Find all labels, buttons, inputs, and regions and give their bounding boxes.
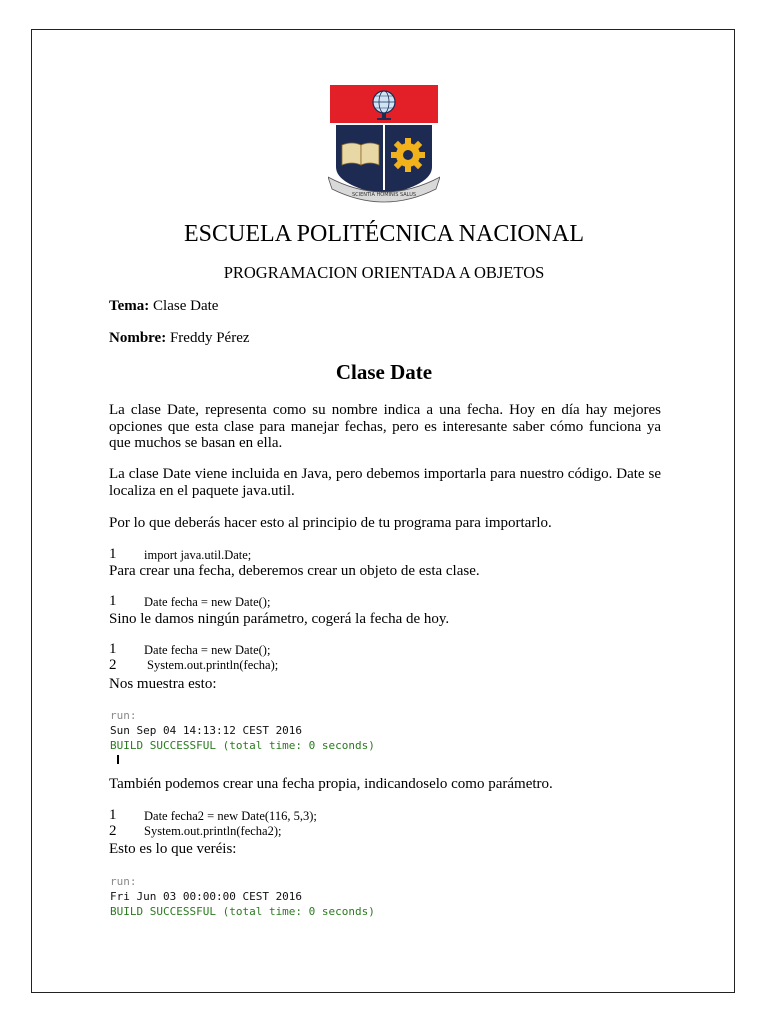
tema-line [109, 298, 218, 315]
paragraph: Sino le damos ningún parámetro, cogerá la fecha de hoy. [109, 611, 450, 627]
code-line: import java.util.Date; [144, 548, 252, 562]
paragraph: La clase Date viene incluida en Java, pero debemos importarla para nuestro código. Date se localiza en el paquete java.util. [109, 466, 661, 499]
institution-name: ESCUELA POLITÉCNICA NACIONAL [184, 221, 584, 247]
code-line: System.out.println(fecha); [147, 658, 279, 672]
code-line-number: 1 [109, 593, 117, 609]
nombre-value: Freddy Pérez [166, 330, 250, 346]
paragraph: Esto es lo que veréis: [109, 841, 237, 857]
code-line-number: 2 [109, 823, 117, 839]
nombre-label: Nombre: [109, 330, 167, 346]
console-run-line: run: [110, 709, 137, 722]
code-line: Date fecha = new Date(); [144, 595, 271, 609]
code-line: Date fecha2 = new Date(116, 5,3); [144, 809, 317, 823]
console-output [110, 874, 400, 919]
console-build-line: BUILD SUCCESSFUL (total time: 0 seconds) [110, 739, 375, 752]
document-title: Clase Date [335, 360, 433, 384]
console-output [110, 708, 400, 765]
code-line: System.out.println(fecha2); [144, 824, 282, 838]
logo-motto: SCIENTIA HOMINIS SALUS [351, 192, 417, 198]
paragraph: Para crear una fecha, deberemos crear un objeto de esta clase. [109, 563, 480, 579]
console-date-line: Sun Sep 04 14:13:12 CEST 2016 [110, 724, 303, 737]
tema-value: Clase Date [149, 298, 219, 314]
code-line-number: 1 [109, 807, 117, 823]
console-date-line: Fri Jun 03 00:00:00 CEST 2016 [110, 890, 303, 903]
console-build-line: BUILD SUCCESSFUL (total time: 0 seconds) [110, 905, 375, 918]
text-cursor [117, 755, 119, 764]
code-line: Date fecha = new Date(); [144, 643, 271, 657]
code-line-number: 1 [109, 641, 117, 657]
paragraph: Por lo que deberás hacer esto al principio de tu programa para importarlo. [109, 515, 552, 531]
course-name: PROGRAMACION ORIENTADA A OBJETOS [223, 263, 545, 282]
paragraph: La clase Date, representa como su nombre indica a una fecha. Hoy en día hay mejores opciones que esta clase para manejar fechas, pero es interesante saber cómo funciona ya que muchos se basan en ella. [109, 402, 661, 451]
paragraph: También podemos crear una fecha propia, indicandoselo como parámetro. [109, 776, 553, 792]
paragraph: Nos muestra esto: [109, 676, 217, 692]
code-line-number: 1 [109, 546, 117, 562]
console-run-line: run: [110, 875, 137, 888]
institution-logo [328, 85, 440, 207]
gear-icon [391, 138, 425, 172]
book-icon [342, 143, 379, 165]
code-line-number: 2 [109, 657, 117, 673]
tema-label: Tema: [109, 298, 150, 314]
nombre-line [109, 330, 250, 347]
